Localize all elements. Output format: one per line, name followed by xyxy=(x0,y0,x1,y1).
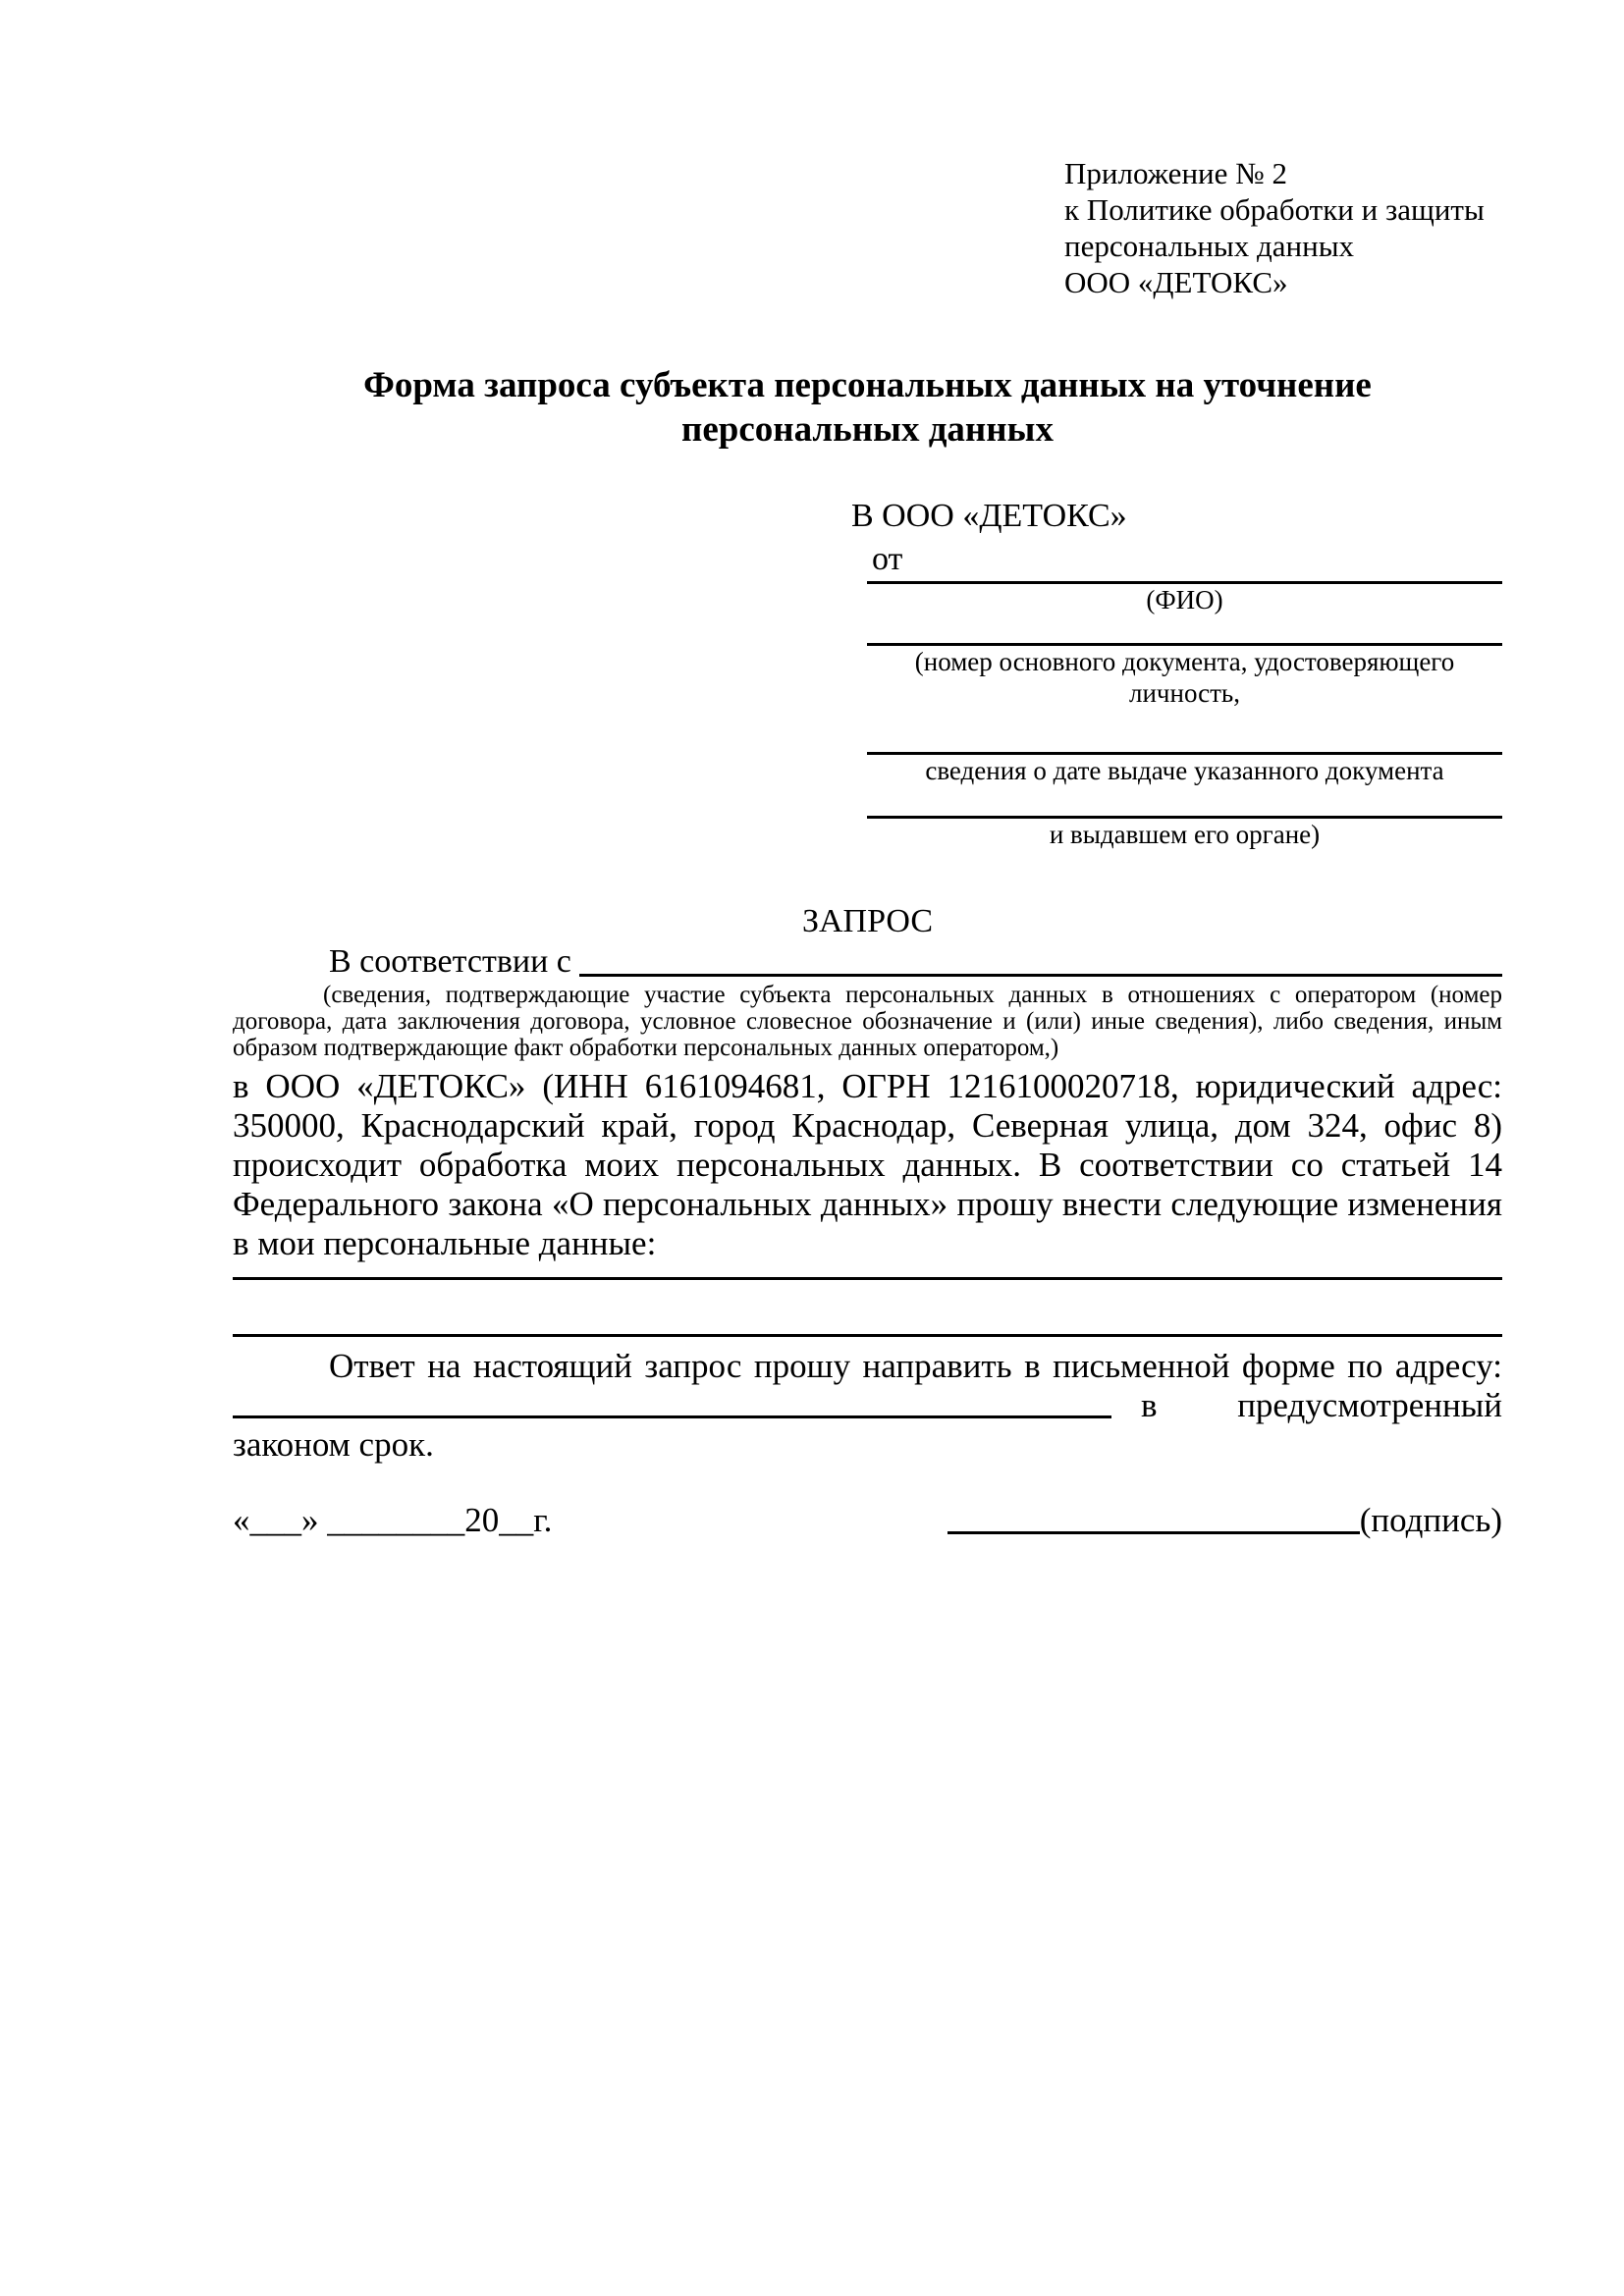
fill-in-line xyxy=(579,974,1502,977)
request-heading: ЗАПРОС xyxy=(801,903,934,939)
appendix-line: к Политике обработки и защиты xyxy=(1064,192,1485,227)
fill-in-line xyxy=(233,1334,1502,1337)
appendix-line: ООО «ДЕТОКС» xyxy=(1064,265,1288,299)
request-body: в ООО «ДЕТОКС» (ИНН 6161094681, ОГРН 1216100020718, юридический адрес: 350000, Краснодарский край, город Краснодар, Северная улица, дом 324, офис 8) происходит обработка моих персональных данных. В соответствии со статьей 14 Федерального закона «О персональных данных» прошу внести следующие изменения в мои персональные данные: xyxy=(233,1067,1502,1262)
accordance-line xyxy=(233,942,1502,982)
recipient-field xyxy=(851,581,1502,615)
recipient-field xyxy=(851,643,1502,709)
signature-line xyxy=(947,1531,1360,1534)
answer-word-in: в xyxy=(1141,1386,1158,1424)
from-label: от xyxy=(872,541,903,577)
recipient-field xyxy=(851,752,1502,786)
accordance-prefix: В соответствии с xyxy=(329,943,571,980)
field-caption: сведения о дате выдаче указанного документа xyxy=(925,756,1444,785)
answer-paragraph xyxy=(233,1347,1502,1465)
footnote-text: (сведения, подтверждающие участие субъекта персональных данных в отношениях с оператором (номер договора, дата заключения договора, условное словесное обозначение и (или) иные сведения), либо сведения, иным образом подтверждающие факт обработки персональных данных оператором,) xyxy=(233,982,1502,1061)
answer-line-1: Ответ на настоящий запрос прошу направить в письменной форме по адресу: xyxy=(329,1347,1502,1385)
appendix-header xyxy=(1064,155,1502,300)
signature-caption: (подпись) xyxy=(1359,1501,1502,1539)
field-caption: и выдавшем его органе) xyxy=(1049,820,1321,849)
answer-line-2 xyxy=(233,1386,1502,1425)
appendix-line: Приложение № 2 xyxy=(1064,156,1287,190)
field-caption: (ФИО) xyxy=(1146,585,1223,614)
footer-row xyxy=(233,1500,1502,1541)
address-fill-line xyxy=(233,1415,1111,1418)
recipient-block xyxy=(851,495,1502,850)
appendix-line: персональных данных xyxy=(1064,229,1355,263)
fill-in-line xyxy=(233,1277,1502,1280)
answer-word-prescribed: предусмотренный xyxy=(1237,1386,1502,1424)
answer-line-3: законом срок. xyxy=(233,1425,434,1464)
date-line: «___» ________20__г. xyxy=(233,1501,553,1539)
document-title: Форма запроса субъекта персональных данных на уточнение персональных данных xyxy=(363,365,1372,450)
field-caption: (номер основного документа, удостоверяющего личность, xyxy=(914,647,1455,708)
signature-block xyxy=(947,1500,1502,1541)
recipient-field xyxy=(851,816,1502,850)
recipient-name: В ООО «ДЕТОКС» xyxy=(851,498,1127,534)
